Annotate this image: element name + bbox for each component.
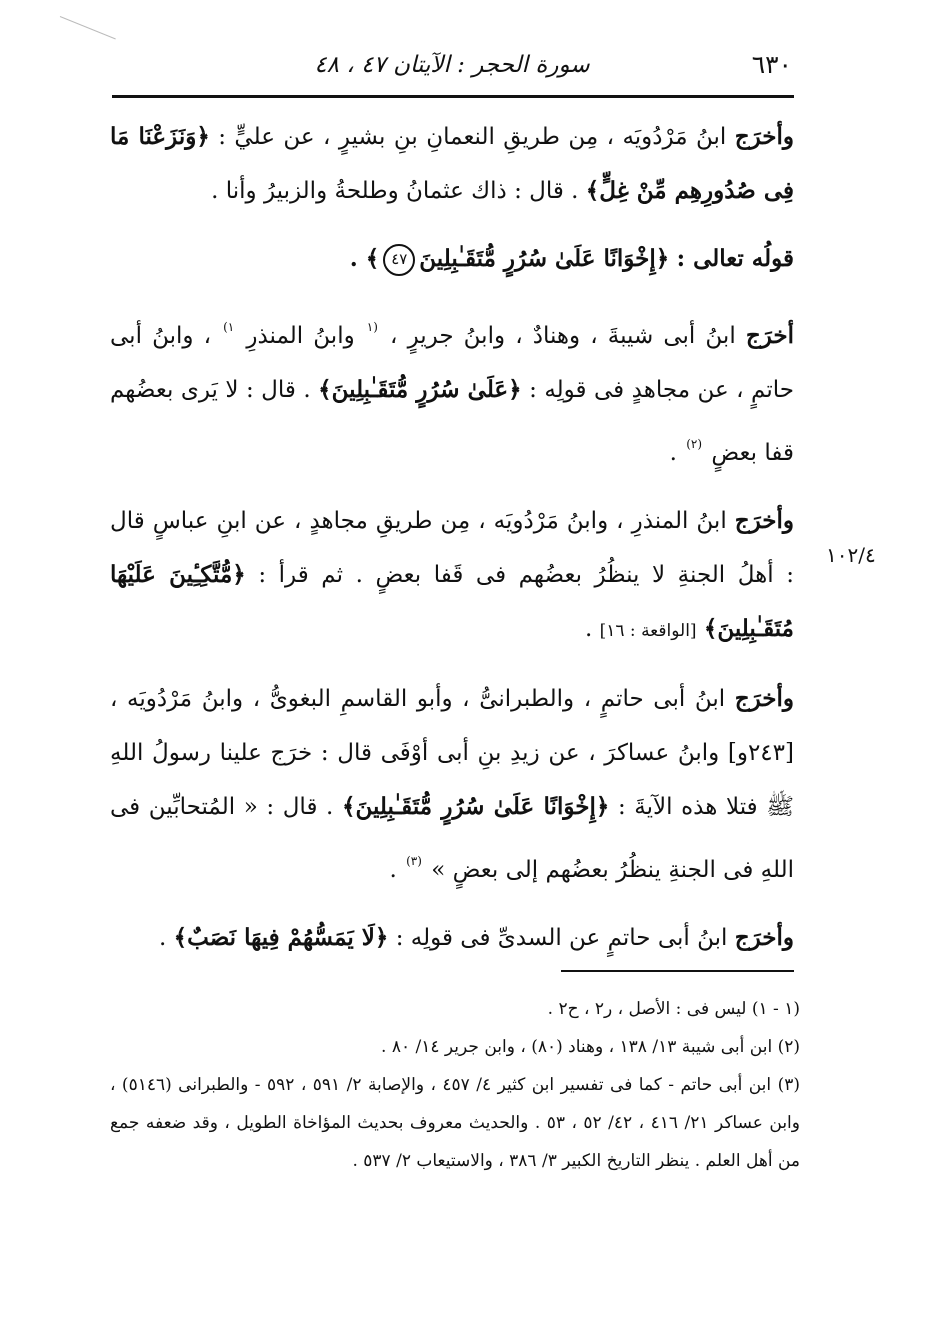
running-title: سورة الحجر : الآيتان ٤٧ ، ٤٨ [314, 52, 590, 78]
paragraph-lead: أخرَج [745, 322, 794, 349]
paragraph-text: ابنُ أبى حاتمٍ ، والطبرانىُّ ، وأبو القاسمِ البغوىُّ ، وابنُ مَرْدُويَه ، [٢٤٣و] وابنُ عساكرَ ، عن زيدِ بنِ أبى أوْفَى قال : خرَج علينا رسولُ اللهِ ﷺ فتلا هذه الآيةَ : [110, 686, 795, 820]
quran-quote: ﴿إِخْوَانًا عَلَىٰ سُرُرٍ مُّتَقَـٰبِلِينَ [419, 245, 670, 272]
paragraph-text: . قال : « المُتحابِّين فى اللهِ فى الجنةِ ينظُرُ بعضُهم إلى بعضٍ » [110, 794, 794, 883]
footnote-ref[interactable]: ١) [223, 320, 235, 334]
paragraph-text: ابنُ أبى شيبةَ ، وهنادٌ ، وابنُ جريرٍ ، [390, 323, 736, 349]
paragraph-end: . [389, 857, 397, 883]
paragraph-1 [110, 110, 794, 218]
quran-quote: ﴿وَنَزَعْنَا مَا فِى صُدُورِهِم مِّنْ غِلٍّ﴾ [110, 123, 794, 204]
footnote-rule [561, 970, 794, 972]
footnote-ref[interactable]: (١ [366, 320, 378, 334]
main-text [110, 110, 794, 965]
quran-quote: ﴿إِخْوَانًا عَلَىٰ سُرُرٍ مُّتَقَـٰبِلِينَ﴾ [341, 793, 610, 820]
footnote-1: (١ - ١) ليس فى : الأصل ، ر٢ ، ح٢ . [547, 999, 800, 1019]
paragraph-text: . قال : ذاك عثمانُ وطلحةُ والزبيرُ وأنا . [211, 178, 579, 204]
footnote-ref[interactable]: (٣) [406, 854, 422, 868]
heading-label: قولُه تعالى : [676, 245, 794, 272]
footnote-3: (٣) ابن أبى حاتم - كما فى تفسير ابن كثير ٤/ ٤٥٧ ، والإصابة ٢/ ٥٩١ ، ٥٩٢ - والطبرانى (٥١٤٦) ، وابن عساكر ٢١/ ٤١٦ ، ٤٢/ ٥٢ ، ٥٣ . والحديث معروف بحديث المؤاخاة الطويل ، وقد ضعفه جمع من أهل العلم . ينظر التاريخ الكبير ٣/ ٣٨٦ ، والاستيعاب ٢/ ٥٣٧ . [110, 1075, 800, 1171]
page-number: ٦٣٠ [751, 50, 792, 79]
paragraph-text: ابنُ أبى حاتمٍ عن السدىِّ فى قولِه : [395, 925, 728, 951]
source-citation: [الواقعة : ١٦] [599, 621, 697, 641]
quran-close: ﴾ . [349, 245, 380, 272]
paragraph-end: . [669, 440, 677, 466]
quran-quote: ﴿عَلَىٰ سُرُرٍ مُّتَقَـٰبِلِينَ﴾ [318, 376, 522, 403]
verse-heading [110, 232, 794, 286]
paragraph-end: . [159, 925, 167, 951]
paragraph-text: ابنُ المنذرِ ، وابنُ مَرْدُويَه ، مِن طريقِ مجاهدٍ ، عن ابنِ عباسٍ قال : أهلُ الجنةِ لا ينظُرُ بعضُهم فى قَفا بعضٍ . ثم قرأ : [110, 508, 795, 588]
paragraph-lead: وأخرَج [734, 507, 795, 534]
paragraph-4 [110, 672, 794, 897]
paragraph-3 [110, 494, 794, 658]
paragraph-lead: وأخرَج [734, 924, 794, 951]
paragraph-text: ، وابنُ أبى حاتمٍ ، عن مجاهدٍ فى قولِه : [110, 323, 794, 403]
paragraph-end: . [585, 616, 593, 642]
paragraph-text: وابنُ المنذرِ [246, 323, 355, 349]
header-rule [112, 95, 794, 98]
footnote-ref[interactable]: (٢) [686, 437, 703, 451]
paragraph-2 [110, 300, 794, 480]
margin-reference: ١٠٢/٤ [826, 543, 876, 567]
page-header [112, 44, 792, 94]
quran-quote: ﴿مُّتَّكِـِٔينَ عَلَيْهَا مُتَقَـٰبِلِينَ﴾ [110, 561, 794, 642]
paragraph-text: ابنُ مَرْدُويَه ، مِن طريقِ النعمانِ بنِ بشيرٍ ، عن عليٍّ : [218, 124, 727, 150]
footnote-2: (٢) ابن أبى شيبة ١٣/ ١٣٨ ، وهناد (٨٠) ، وابن جرير ١٤/ ٨٠ . [381, 1037, 800, 1057]
paragraph-text: . قال : لا يَرى بعضُهم قفا بعضٍ [110, 377, 794, 466]
scan-mark [60, 16, 116, 39]
quran-quote: ﴿لَا يَمَسُّهُمْ فِيهَا نَصَبٌ﴾ [173, 924, 389, 951]
paragraph-lead: وأخرَج [734, 123, 794, 150]
paragraph-5 [110, 911, 794, 965]
paragraph-lead: وأخرَج [734, 685, 794, 712]
footnotes [110, 990, 800, 1180]
verse-number-badge: ٤٧ [383, 244, 415, 276]
